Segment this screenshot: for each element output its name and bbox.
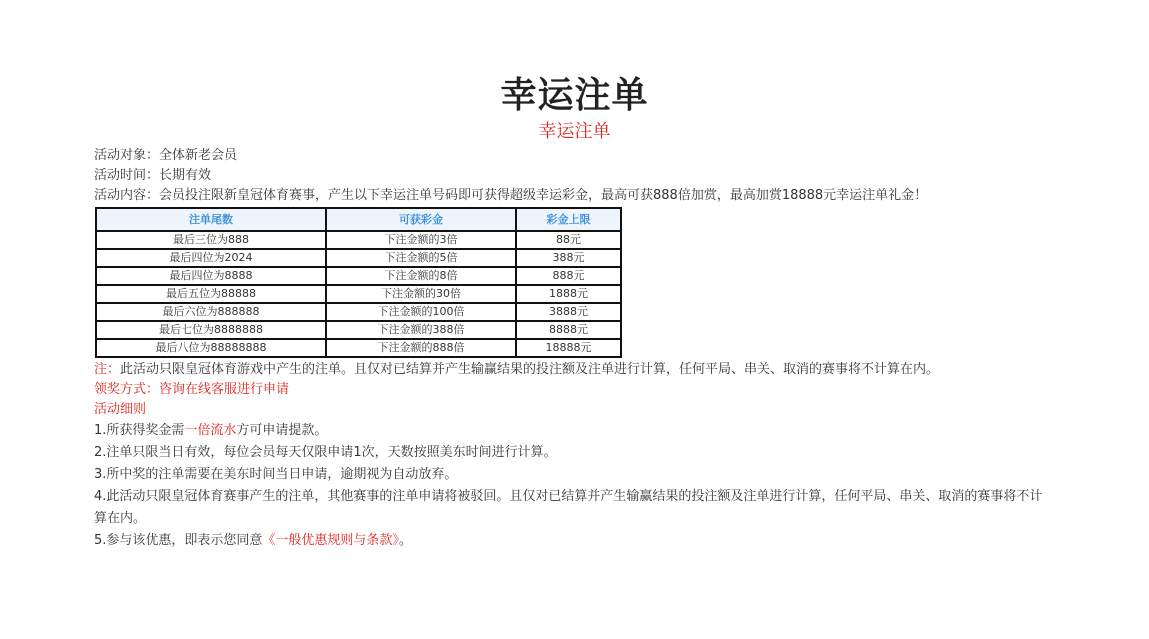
cell-tail-number: 最后七位为8888888 [96, 321, 326, 339]
cell-tail-number: 最后三位为888 [96, 231, 326, 249]
target-value: 全体新老会员 [159, 148, 238, 163]
cell-bonus-cap: 888元 [516, 267, 621, 285]
table-row [96, 285, 621, 303]
note-label: 注： [94, 362, 121, 377]
cell-bonus: 下注金额的100倍 [326, 303, 516, 321]
cell-tail-number: 最后四位为2024 [96, 249, 326, 267]
rule-1-highlight: 一倍流水 [184, 423, 237, 438]
rule-item: 3.所中奖的注单需要在美东时间当日申请，逾期视为自动放弃。 [94, 467, 458, 482]
rule-1-suffix: 方可申请提款。 [236, 423, 328, 438]
table-row [96, 231, 621, 249]
table-row [96, 303, 621, 321]
target-line [94, 146, 1054, 166]
rule-item: 4.此活动只限皇冠体育赛事产生的注单，其他赛事的注单申请将被驳回。且仅对已结算并产生输赢结果的投注额及注单进行计算，任何平局、串关、取消的赛事将不计算在内。 [94, 489, 1043, 526]
promo-content [94, 118, 1054, 552]
header-bonus-cap: 彩金上限 [516, 208, 621, 231]
cell-tail-number: 最后五位为88888 [96, 285, 326, 303]
header-bonus: 可获彩金 [326, 208, 516, 231]
cell-bonus: 下注金额的5倍 [326, 249, 516, 267]
cell-bonus-cap: 88元 [516, 231, 621, 249]
rules-list [94, 420, 1054, 552]
time-line [94, 166, 1054, 186]
table-header-row [96, 208, 621, 231]
cell-tail-number: 最后六位为888888 [96, 303, 326, 321]
cell-tail-number: 最后四位为8888 [96, 267, 326, 285]
table-row [96, 339, 621, 357]
cell-bonus-cap: 1888元 [516, 285, 621, 303]
cell-bonus: 下注金额的888倍 [326, 339, 516, 357]
cell-bonus: 下注金额的3倍 [326, 231, 516, 249]
table-row [96, 267, 621, 285]
rule-5-prefix: 5.参与该优惠，即表示您同意 [94, 533, 263, 548]
note-line [94, 360, 1054, 380]
table-row [96, 321, 621, 339]
target-label: 活动对象： [94, 148, 160, 163]
promo-subtitle: 幸运注单 [538, 121, 611, 142]
claim-method: 领奖方式：咨询在线客服进行申请 [94, 382, 290, 397]
cell-bonus-cap: 388元 [516, 249, 621, 267]
details-heading: 活动细则 [94, 402, 147, 417]
content-label: 活动内容： [94, 188, 160, 203]
rule-item [94, 530, 1054, 552]
page-title: 幸运注单 [500, 75, 649, 117]
cell-bonus: 下注金额的30倍 [326, 285, 516, 303]
rule-5-suffix: 。 [398, 533, 412, 548]
cell-bonus-cap: 8888元 [516, 321, 621, 339]
time-value: 长期有效 [159, 168, 212, 183]
cell-tail-number: 最后八位为88888888 [96, 339, 326, 357]
time-label: 活动时间： [94, 168, 160, 183]
prize-table [95, 207, 622, 358]
content-value: 会员投注限新皇冠体育赛事，产生以下幸运注单号码即可获得超级幸运彩金，最高可获888倍加赏，最高加赏18888元幸运注单礼金！ [159, 188, 928, 203]
rule-item: 2.注单只限当日有效，每位会员每天仅限申请1次，天数按照美东时间进行计算。 [94, 445, 557, 460]
cell-bonus-cap: 3888元 [516, 303, 621, 321]
terms-link[interactable]: 《一般优惠规则与条款》 [262, 533, 399, 548]
table-row [96, 249, 621, 267]
cell-bonus-cap: 18888元 [516, 339, 621, 357]
cell-bonus: 下注金额的8倍 [326, 267, 516, 285]
rule-1-prefix: 1.所获得奖金需 [94, 423, 185, 438]
content-line [94, 186, 1054, 206]
rule-item [94, 420, 1054, 442]
cell-bonus: 下注金额的388倍 [326, 321, 516, 339]
note-text: 此活动只限皇冠体育游戏中产生的注单。且仅对已结算并产生输赢结果的投注额及注单进行计算，任何平局、串关、取消的赛事将不计算在内。 [120, 362, 940, 377]
header-tail-number: 注单尾数 [96, 208, 326, 231]
